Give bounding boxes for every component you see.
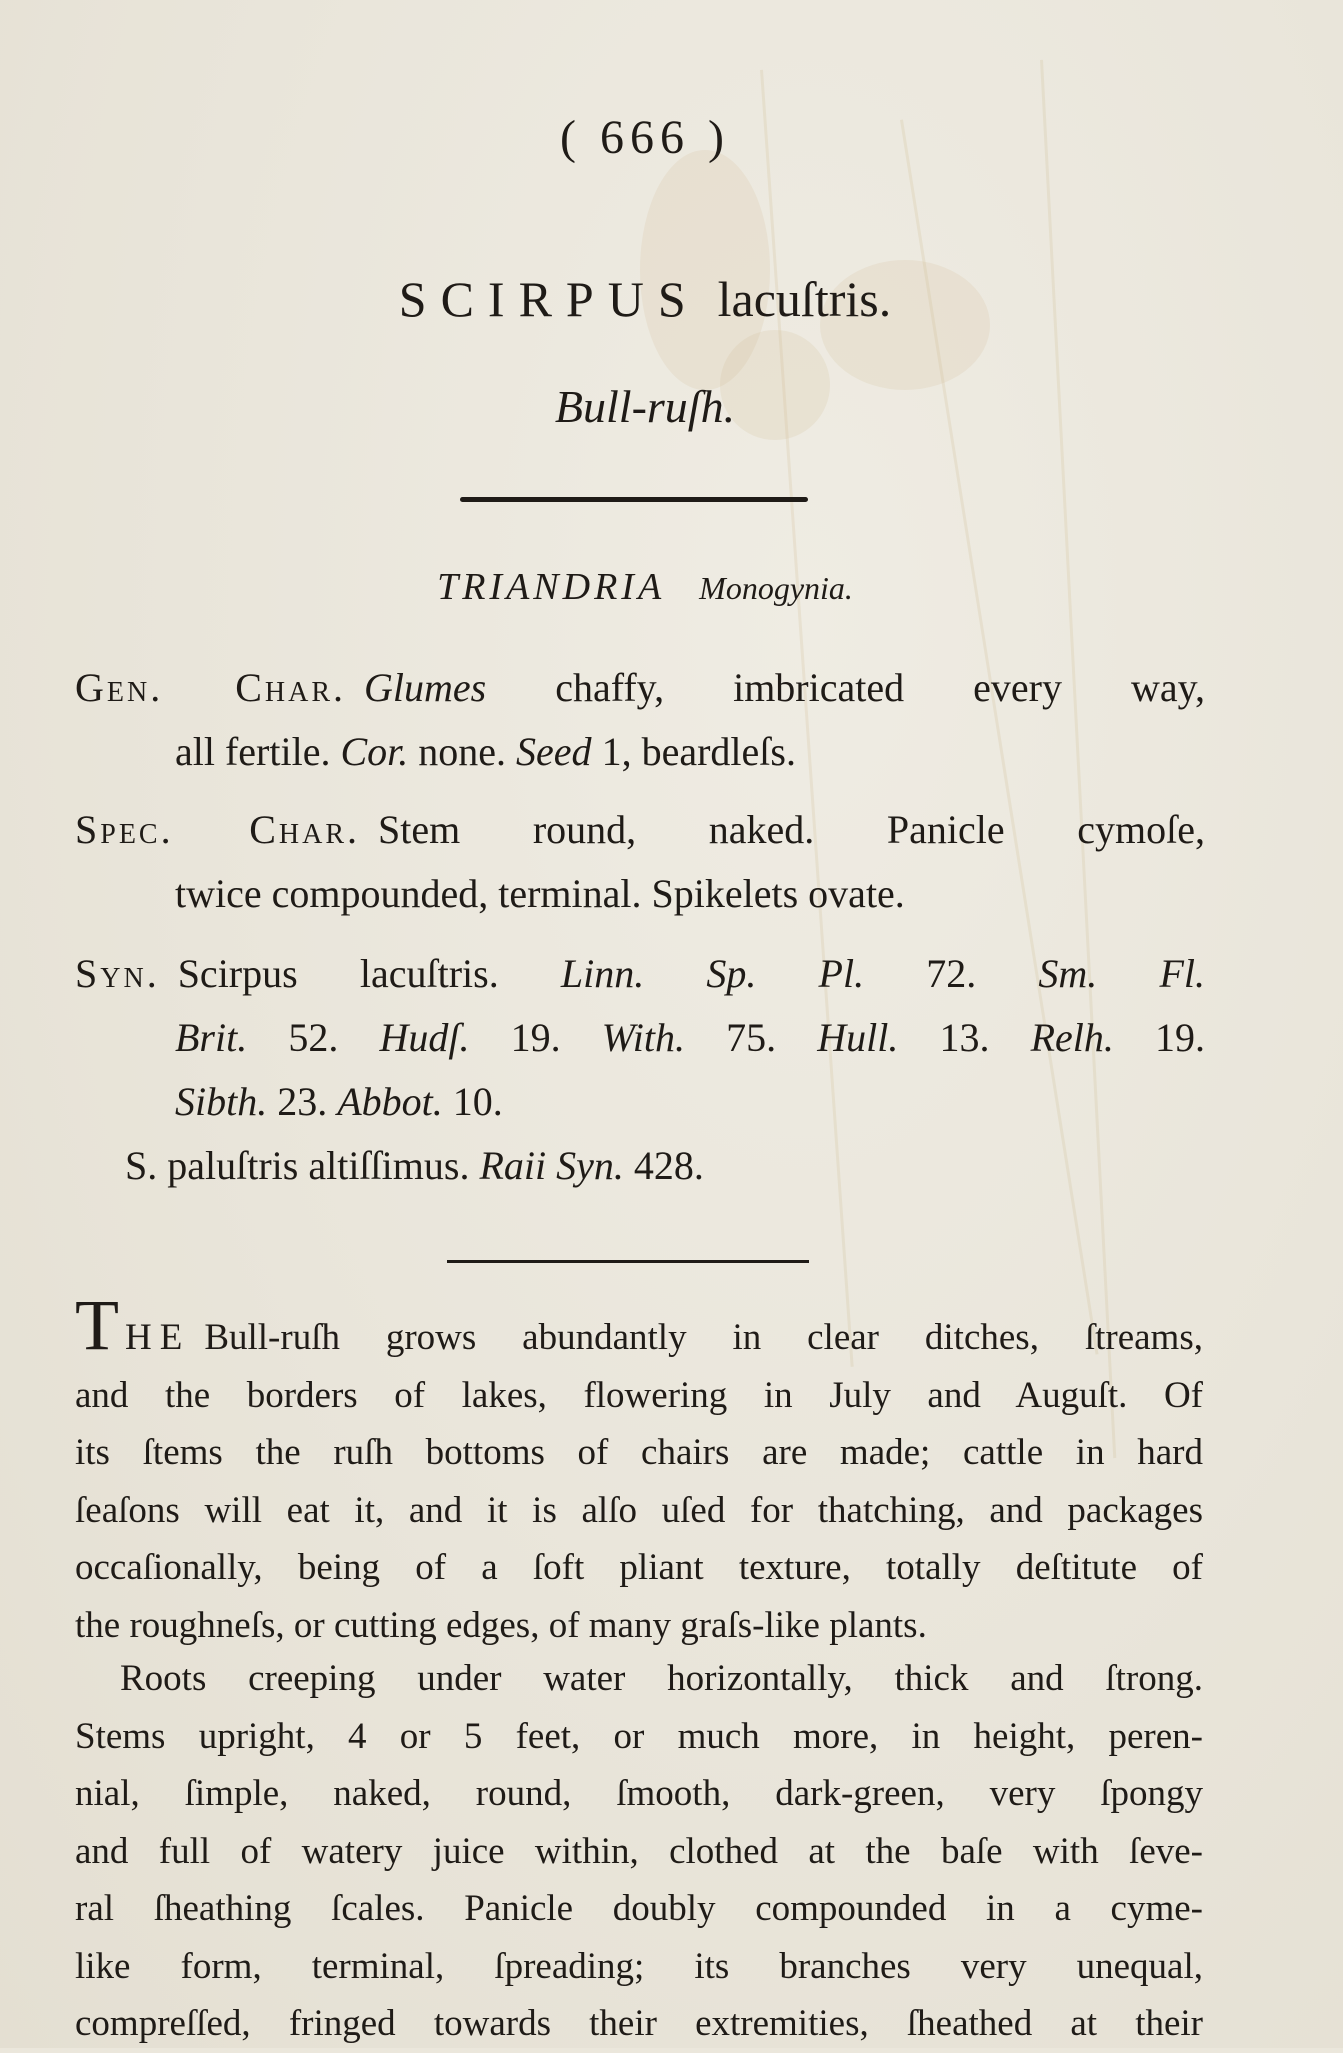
spec-char-line2: twice compounded, terminal. Spikelets ovate. [175,871,905,916]
page-number: ( 666 ) [560,111,730,164]
gen-char-line1 [75,656,1205,720]
paragraph-2-line: ral ſheathing ſcales. Panicle doubly compounded in a cyme- [75,1888,1203,1929]
italic-run: Seed [516,729,592,774]
italic-run: Sibth. [175,1079,268,1124]
gen-char-line2: all fertile. Cor. none. Seed 1, beardleſs. [175,729,796,774]
synonyms [75,942,1205,1198]
title-species: lacuſtris. [717,271,892,327]
syn-line1 [75,942,1205,1006]
syn-line1-text: Scirpus lacuſtris. Linn. Sp. Pl. 72. Sm. Fl. [177,951,1206,996]
syn-line4: S. paluſtris altiſſimus. Raii Syn. 428. [125,1143,704,1188]
spec-char [75,798,1205,926]
spec-char-line1-text: Stem round, naked. Panicle cymoſe, [378,807,1205,852]
drop-cap: T [75,1285,119,1365]
gen-char [75,656,1205,784]
paragraph-2-line: Roots creeping under water horizontally, thick and ſtrong. [120,1658,1203,1699]
paragraph-1-line: and the borders of lakes, flowering in July and Auguſt. Of [75,1374,1203,1416]
page-title [0,270,1290,328]
syn-line3: Sibth. 23. Abbot. 10. [175,1079,503,1124]
divider-thick [460,497,808,502]
paragraph-2 [75,1650,1203,2053]
syn-line2: Brit. 52. Hudſ. 19. With. 75. Hull. 13. Relh. 19. [175,1015,1205,1060]
classification-order: Monogynia. [699,570,853,606]
paragraph-2-line: compreſſed, fringed towards their extremities, ſheathed at their [75,2003,1203,2044]
drop-cap-continuation: HE [124,1317,191,1358]
gen-char-line1-text: Glumes chaffy, imbricated every way, [364,665,1205,710]
spec-char-line1 [75,798,1205,862]
classification-class: TRIANDRIA [437,566,666,608]
gen-char-label: Gen. Char. [75,665,347,710]
italic-run: Hull. [817,1015,899,1060]
italic-run: Sm. Fl. [1038,951,1206,996]
spec-char-label: Spec. Char. [75,807,361,852]
syn-label: Syn. [75,951,160,996]
title-genus: SCIRPUS [398,271,700,327]
italic-run: Relh. [1030,1015,1114,1060]
paragraph-1-line: its ſtems the ruſh bottoms of chairs are made; cattle in hard [75,1432,1203,1473]
divider-thin [447,1260,809,1263]
italic-run: Glumes [364,665,487,710]
italic-run: With. [601,1015,686,1060]
italic-run: Brit. [175,1015,248,1060]
italic-run: Cor. [340,729,409,774]
common-name: Bull-ruſh. [554,381,736,432]
paragraph-1-line: occaſionally, being of a ſoft pliant texture, totally deſtitute of [75,1547,1203,1588]
italic-run: Hudſ. [379,1015,470,1060]
italic-run: Raii Syn. [479,1143,624,1188]
paragraph-1-line: THE Bull-ruſh grows abundantly in clear ditches, ſtreams, [75,1285,1203,1365]
paragraph-2-line: like form, terminal, ſpreading; its branches very unequal, [75,1945,1203,1987]
paragraph-1-line: ſeaſons will eat it, and it is alſo uſed for thatching, and packages [75,1489,1203,1531]
paragraph-2-line: and full of watery juice within, clothed at the baſe with ſeve- [75,1830,1203,1872]
italic-run: Linn. Sp. Pl. [560,951,865,996]
paragraph-1-line: the roughneſs, or cutting edges, of many graſs-like plants. [75,1604,927,1646]
paragraph-2-line: nial, ſimple, naked, round, ſmooth, dark-green, very ſpongy [75,1773,1203,1814]
italic-run: Abbot. [337,1079,443,1124]
paragraph-2-line: Stems upright, 4 or 5 feet, or much more, in height, peren- [75,1715,1203,1757]
classification [0,565,1290,609]
paragraph-1 [75,1285,1203,1654]
